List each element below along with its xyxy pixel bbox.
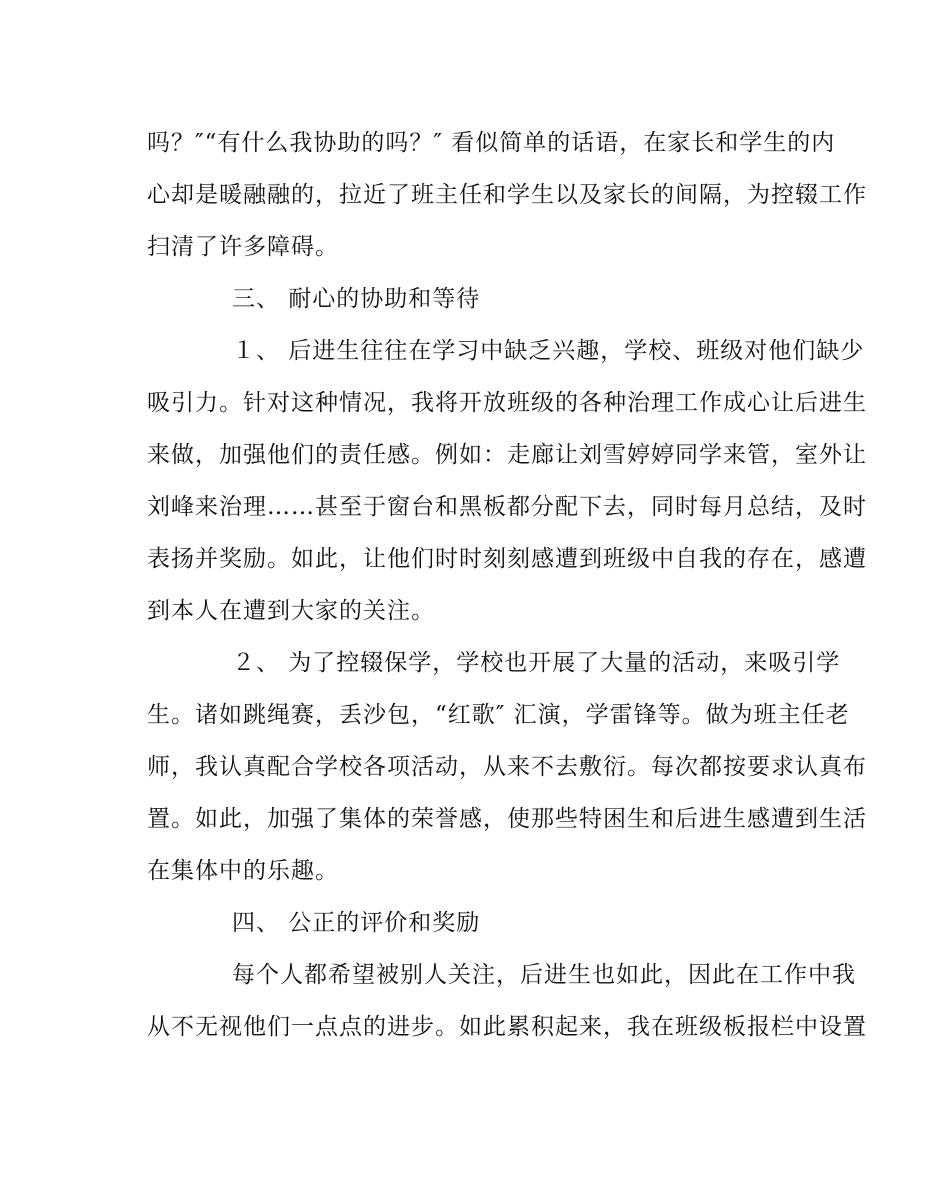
text-line: 表扬并奖励。如此，让他们时时刻刻感遭到班级中自我的存在，感遭 — [147, 546, 867, 572]
text-line: 刘峰来治理……甚至于窗台和黑板都分配下去，同时每月总结，及时 — [147, 494, 867, 520]
text-line: 从不无视他们一点点的进步。如此累积起来，我在班级板报栏中设置 — [147, 1014, 867, 1040]
text-line: 置。如此，加强了集体的荣誉感，使那些特困生和后进生感遭到生活 — [147, 806, 867, 832]
text-line: 师，我认真配合学校各项活动，从来不去敷衍。每次都按要求认真布 — [147, 754, 867, 780]
text-line: １、 后进生往往在学习中缺乏兴趣，学校、班级对他们缺少 — [232, 338, 865, 364]
text-line: 吗？″“有什么我协助的吗？″ 看似简单的话语，在家长和学生的内 — [147, 130, 836, 156]
text-line: 在集体中的乐趣。 — [147, 858, 339, 884]
text-line: 心却是暖融融的，拉近了班主任和学生以及家长的间隔，为控辍工作 — [147, 182, 867, 208]
text-line: 来做，加强他们的责任感。例如：走廊让刘雪婷婷同学来管，室外让 — [147, 442, 867, 468]
section-heading: 三、 耐心的协助和等待 — [232, 286, 481, 312]
text-line: 吸引力。针对这种情况，我将开放班级的各种治理工作成心让后进生 — [147, 390, 867, 416]
text-line: ２、 为了控辍保学，学校也开展了大量的活动，来吸引学 — [232, 650, 841, 676]
text-line: 每个人都希望被别人关注，后进生也如此，因此在工作中我 — [232, 962, 856, 988]
text-line: 到本人在遭到大家的关注。 — [147, 598, 435, 624]
text-line: 扫清了许多障碍。 — [147, 234, 339, 260]
section-heading: 四、 公正的评价和奖励 — [232, 910, 481, 936]
text-line: 生。诸如跳绳赛，丢沙包，“红歌″ 汇演，学雷锋等。做为班主任老 — [147, 702, 850, 728]
